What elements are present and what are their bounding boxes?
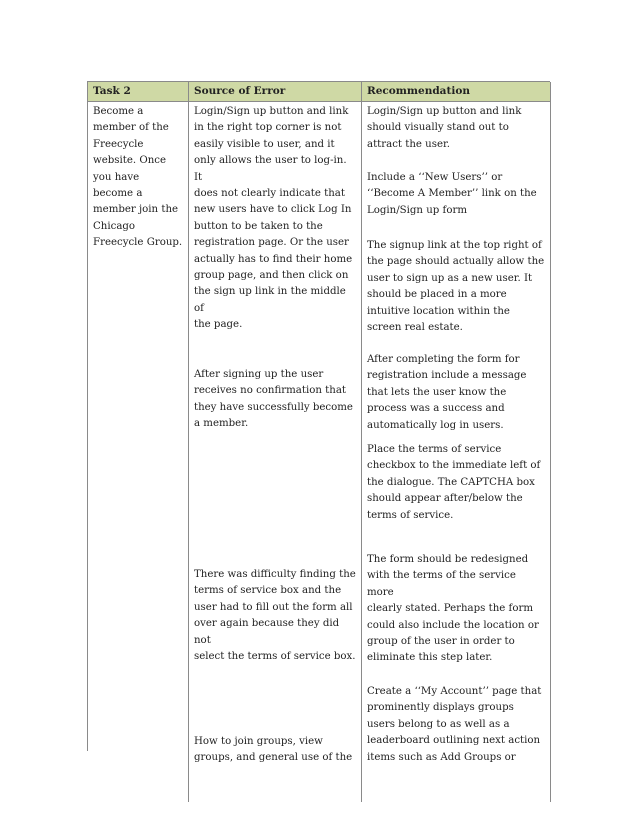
- recommendation-item: Include a ‘‘New Users’’ or ‘‘Become A Member’’ link on the Login/Sign up form: [367, 172, 537, 216]
- recommendation-cell: [362, 102, 551, 802]
- task-cell: [88, 102, 189, 802]
- error-item: After signing up the user receives no confirmation that they have successfully become a member.: [194, 369, 353, 430]
- recommendation-item: Place the terms of service checkbox to the immediate left of the dialogue. The CAPTCHA box should appear after/below the terms of service.: [367, 444, 541, 521]
- table-body-row: [88, 102, 551, 802]
- recommendation-item: Create a ‘‘My Account’’ page that prominently displays groups users belong to as well as a leaderboard outlining next action items such as Add Groups or: [367, 686, 542, 763]
- task-description: Become a member of the Freecycle website. Once you have become a member join the Chicago Freecycle Group.: [93, 106, 183, 249]
- error-item: How to join groups, view groups, and general use of the: [194, 736, 353, 764]
- recommendation-item: After completing the form for registration include a message that lets the user know the process was a success and automatically log in users.: [367, 354, 527, 431]
- error-item: There was difficulty finding the terms of service box and the user had to fill out the form all over again because they did not select the terms of service box.: [194, 569, 356, 663]
- header-source-of-error: Source of Error: [189, 82, 362, 102]
- recommendations-table: [87, 81, 550, 764]
- recommendation-item: The form should be redesigned with the terms of the service more clearly stated. Perhaps the form could also include the location or group of the user in order to eliminate this step later.: [367, 554, 539, 664]
- header-recommendation: Recommendation: [362, 82, 551, 102]
- recommendation-item: The signup link at the top right of the page should actually allow the user to sign up as a new user. It should be placed in a more intuitive location within the screen real estate.: [367, 240, 545, 334]
- recommendation-item: Login/Sign up button and link should visually stand out to attract the user.: [367, 106, 522, 150]
- error-item: Login/Sign up button and link in the right top corner is not easily visible to user, and it only allows the user to log-in. It does not clearly indicate that new users have to click Log In button to be taken to the registration page. Or the user actually has to find their home group page, and then click on the sign up link in the middle of the page.: [194, 106, 353, 331]
- header-task: Task 2: [88, 82, 189, 102]
- source-of-error-cell: [189, 102, 362, 802]
- table-header-row: [88, 82, 551, 101]
